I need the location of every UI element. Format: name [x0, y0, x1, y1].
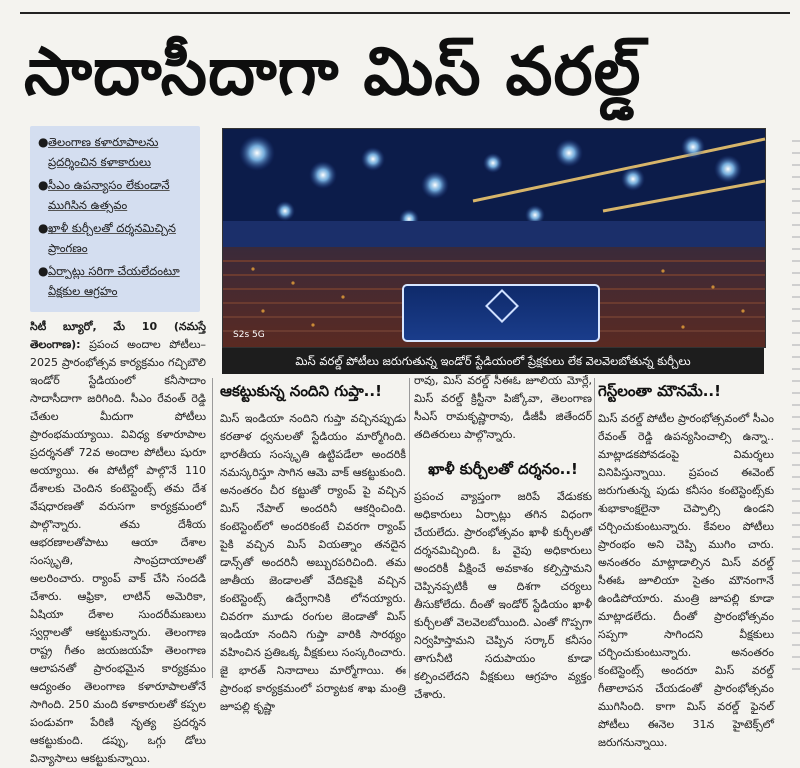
photo-watermark: S2s 5G: [233, 330, 265, 340]
bullet-icon: ●: [38, 178, 49, 192]
highlights-box: [30, 126, 200, 312]
highlight-item: [30, 218, 200, 258]
article-body: ప్రపంచ అందాల పోటీలు–2025 ప్రారంభోత్సవ కార్యక్రమం గచ్చిబౌలి ఇండోర్‌ స్టేడియంలో కనీసాదాం సాదాసీదాగా జరిగింది. సీఎం రేవంత్‌ రెడ్డి చేతుల మీదుగా పోటీలు ప్రారంభమయ్యాయి. వివిధ్య కళారూపాల ప్రదర్శనతో 72వ అందాల పోటీలు షురూ అయ్యాయి. ఈ పోటీల్లో పాల్గొనే 110 దేశాలకు చెందిన కంటెస్టెంట్స్‌ తమ దేశ వేషధారణతో వరుసగా కార్యక్రమంలో పాల్గొన్నారు. తమ దేశీయ ఆభరణాలతోపాటు ఆయా దేశాల సంస్కృతి, సాంప్రదాయాలతో అలరించారు. ర్యాంప్‌ వాక్‌ చేసి సందడి చేశారు. ఆఫ్రికా, లాటిన్‌ అమెరికా, ఏషియా దేశాల సుందరీమణులు స్వర్గాలతో ఆకట్టుకున్నారు. తెలంగాణ రాష్ట్ర గీతం జయజయహే తెలంగాణ ఆలాపనతో ప్రారంభమైన కార్యక్రమం ఆద్యంతం తెలంగాణ కళారూపాలతోనే సాగింది. 250 మంది కళాకారులతో కప్పల పండువగా పేరిణి నృత్య ప్రదర్శన ఆకట్టుకుంది. డప్పు, ఒగ్గు డోలు విన్యాసాలు ఆకట్టుకున్నాయి.: [30, 338, 207, 765]
article-column-3: [414, 488, 592, 701]
subheading: ఆకట్టుకున్న నందిని గుప్తా..!: [220, 382, 382, 400]
stadium-photo-illustration: [223, 129, 765, 347]
article-body: మిస్‌ ఇండియా నందిని గుప్తా వచ్చినప్పుడు కరతాళ ధ్వనులతో స్టేడియం మార్మోగింది. భారతీయ సంస్కృతి ఉట్టిపడేలా అందరికీ నమస్కరిస్తూ సాగిన ఆమె వాక్‌ ఆకట్టుకుంది. అనంతరం చీర కట్టుతో ర్యాంప్‌ పై వచ్చిన మిస్‌ నేపాల్‌ అందరినీ ఆకర్షించింది. కంటెస్టెంట్‌లో అందరికంటే చివరగా ర్యాంప్‌ పైకి వచ్చిన మిస్‌ వియత్నాం తనదైన డాన్స్‌తో అందరినీ అబ్బురపరిచింది. తమ జాతీయ జెండాలతో వేదికపైకి వచ్చిన కంటెస్టెంట్స్‌ ఉద్వేగానికి లోనయ్యారు. చివరగా మూడు రంగుల జెండాతో మిస్‌ ఇండియా నందిని గుప్తా వారికి సారథ్యం వహించిన ప్రతిఒక్క వీక్షకులు సంస్కరించారు. జై భారత్‌ నినాదాలు మార్మోగాయి. ఈ ప్రారంభ కార్యక్రమంలో పర్యాటక శాఖ మంత్రి జూపల్లి కృష్ణా: [220, 412, 406, 713]
highlight-text: సీఎం ఉపన్యాసం లేకుండానే ముగిసిన ఉత్సవం: [48, 178, 170, 212]
article-column-1: [30, 318, 207, 765]
highlight-item: [30, 261, 200, 301]
article-column-4: [598, 410, 774, 749]
subheading: ఖాళీ కుర్చీలతో దర్శనం..!: [428, 460, 578, 478]
highlight-text: తెలంగాణ కళారూపాలను ప్రదర్శించిన కళాకారులు: [48, 135, 159, 169]
highlight-text: ఖాళీ కుర్చీలతో దర్శనమిచ్చిన ప్రాంగణం: [48, 221, 176, 255]
masthead-rule: [20, 12, 790, 14]
adjacent-column-edge: [792, 130, 800, 670]
stadium-photo: [222, 128, 766, 348]
bullet-icon: ●: [38, 264, 49, 278]
article-column-2: [220, 410, 406, 713]
bullet-icon: ●: [38, 135, 49, 149]
headline: సాదాసీదాగా మిస్‌ వరల్డ్: [24, 33, 642, 110]
highlight-text: ఏర్పాట్లు సరిగా చేయలేదంటూ వీక్షకుల ఆగ్రహం: [48, 264, 180, 298]
highlight-item: [30, 175, 200, 215]
article-body: రావు, మిస్‌ వరల్డ్‌ సీఈఓ జూలియ మోర్లే, మిస్‌ వరల్డ్‌ క్రిస్టీనా పిజ్కోవా, తెలంగాణ సీఎస్‌ రామకృష్ణారావు, డీజీపీ జితేందర్‌ తదితరులు పాల్గొన్నారు.: [414, 374, 592, 441]
column-divider: [212, 378, 213, 678]
article-column-3-top: [414, 372, 592, 460]
subheading: గెస్ట్‌లంతా మౌనమే..!: [598, 382, 721, 400]
dateline: సిటీ బ్యూరో, మే 10 (నమస్తే తెలంగాణ):: [30, 320, 206, 351]
column-divider: [594, 378, 595, 678]
highlight-item: [30, 132, 200, 172]
article-body: ప్రపంచ వ్యాప్తంగా జరిపే వేడుకకు అధికారులు ఏర్పాట్లు తగిన విధంగా చేయలేదు. ప్రారంభోత్సవం ఖాళీ కుర్చీలతో దర్శనమిచ్చింది. ఓ వైపు అధికారులు అందరికీ వీక్షించే అవకాశం కల్పిస్తామని చెప్పినప్పటికీ ఆ దిశగా చర్యలు తీసుకోలేదు. దీంతో ఇండోర్‌ స్టేడియం ఖాళీ కుర్చీలతో వెలవెలబోయింది. ఎంతో గొప్పగా నిర్వహిస్తామని చెప్పిన సర్కార్‌ కనీసం తాగునీటి సదుపాయం కూడా కల్పించలేదని వీక్షకులు ఆగ్రహం వ్యక్తం చేశారు.: [414, 490, 592, 701]
column-divider: [409, 378, 410, 678]
bullet-icon: ●: [38, 221, 49, 235]
photo-caption: మిస్‌ వరల్డ్‌ పోటీలు జరుగుతున్న ఇండోర్‌ స్టేడియంలో ప్రేక్షకులు లేక వెలవెలబోతున్న కుర్చీలు: [222, 348, 764, 374]
article-body: మిస్‌ వరల్డ్‌ పోటీల ప్రారంభోత్సవంలో సీఎం రేవంత్‌ రెడ్డి ఉపన్యసించాల్సి ఉన్నా.. మాట్లాడకపోవడంపై విమర్శలు వినిపిస్తున్నాయి. ప్రపంచ ఈవెంట్‌ జరుగుతున్న పుడు కనీసం కంటెస్టెంట్స్‌కు శుభాకాంక్షలైనా చెప్పాల్సి ఉండని చర్చించుకుంటున్నారు. కేవలం పోటీలు ప్రారంభం అని చెప్పి ముగిం చారు. అనంతరం మాట్లాడాల్సిన మిస్‌ వరల్డ్‌ సీఈఓ జూలియా సైతం మౌనంగానే ఉండిపోయారు. మంత్రి జూపల్లి కూడా మాట్లాడలేదు. దీంతో ప్రారంభోత్సవం సప్పగా సాగిందని వీక్షకులు చర్చించుకుంటున్నారు. అనంతరం కంటెస్టెంట్స్‌ అందరూ మిస్‌ వరల్డ్‌ గీతాలాపన చేయడంతో ప్రారంభోత్సవం ముగిసింది. కాగా మిస్‌ వరల్డ్‌ ఫైనల్‌ పోటీలు ఈనెల 31న హైటెక్స్‌లో జరుగనున్నాయి.: [598, 412, 774, 749]
